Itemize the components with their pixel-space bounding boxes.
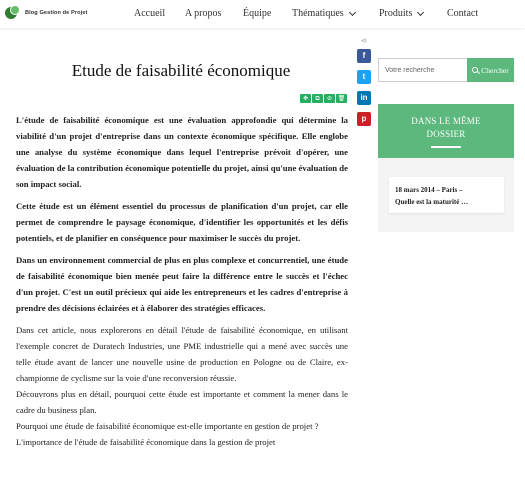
linkedin-share-button[interactable]: in: [357, 91, 371, 105]
search-icon: [472, 67, 478, 73]
search-form: [378, 58, 514, 82]
nav-label: Produits: [379, 8, 413, 19]
related-post-line1: 18 mars 2014 – Paris –: [395, 186, 463, 194]
share-bar: [357, 36, 371, 133]
page-title: Etude de faisabilité économique: [71, 61, 291, 80]
paragraph: Dans un environnement commercial de plus en plus complexe et concurrentiel, une étude de faisabilité économique bien menée peut faire la différence entre le succès et l'échec d'un projet. C'est un outil précieux qui aide les entrepreneurs et les cadres d'entreprise à prendre des décisions éclairées et à élaborer des stratégies efficaces.: [16, 255, 348, 313]
widget-title-line2: DOSSIER: [426, 129, 466, 139]
delete-icon[interactable]: 🗑: [337, 95, 346, 102]
nav-item-contact[interactable]: [447, 8, 478, 19]
pinterest-share-button[interactable]: p: [357, 112, 371, 126]
nav-label: Contact: [447, 8, 479, 19]
logo-text: Blog Gestion de Projet: [25, 10, 88, 16]
nav-label: Thématiques: [292, 8, 344, 19]
share-icon: ⋖: [360, 36, 368, 45]
editor-toolbar: [300, 94, 347, 103]
paragraph: L'étude de faisabilité économique est une évaluation approfondie qui détermine la viabilité d'un projet d'entreprise dans un contexte économique spécifique. Elle englobe une analyse du système économique dans lequel l'entreprise prévoit d'opérer, une évaluation de la contribution économique potentielle du projet, ainsi qu'une évaluation de son impact social.: [16, 115, 348, 189]
nav-label: Équipe: [243, 8, 272, 19]
paragraph: Cette étude est un élément essentiel du processus de planification d'un projet, car elle permet de comprendre le paysage économique, d'identifier les opportunités et les défis potentiels, et de planifier en conséquence pour maximiser le succès du projet.: [16, 201, 348, 243]
search-button[interactable]: [467, 58, 514, 82]
nav-item-a-propos[interactable]: [185, 8, 221, 19]
paragraph: Découvrons plus en détail, pourquoi cette étude est importante et comment la mener dans le cadre du business plan.: [16, 389, 348, 415]
search-button-label: Chercher: [481, 65, 509, 75]
related-post-card[interactable]: [389, 177, 504, 213]
nav-item-thematiques[interactable]: [292, 8, 355, 19]
nav-item-produits[interactable]: [379, 8, 423, 19]
site-header: [0, 0, 525, 28]
link-icon[interactable]: ⊘: [324, 94, 335, 103]
nav-item-equipe[interactable]: [243, 8, 271, 19]
widget-header: [378, 104, 514, 158]
widget-divider: [431, 146, 461, 148]
copy-icon[interactable]: ⧉: [312, 94, 323, 103]
move-icon[interactable]: ✥: [300, 94, 311, 103]
related-posts-widget: [378, 104, 514, 232]
related-post-line2: Quelle est la maturité …: [395, 198, 469, 206]
nav-label: A propos: [185, 8, 222, 19]
paragraph: L'importance de l'étude de faisabilité économique dans la gestion de projet: [16, 437, 276, 447]
main-nav: [0, 8, 525, 22]
nav-item-accueil[interactable]: [134, 8, 165, 19]
paragraph: Dans cet article, nous explorerons en détail l'étude de faisabilité économique, en utilisant l'exemple concret de Duratech Industries, une PME industrielle qui a mené avec succès une telle étude avant de lancer une nouvelle usine de production en Pologne ou de Claire, ex-championne de cyclisme sur la voie d'une reconversion réussie.: [16, 325, 348, 383]
chevron-down-icon: [349, 8, 356, 15]
article-body: [16, 112, 348, 450]
facebook-share-button[interactable]: f: [357, 49, 371, 63]
widget-title-line1: DANS LE MÊME: [411, 116, 481, 126]
chevron-down-icon: [417, 8, 424, 15]
paragraph: Pourquoi une étude de faisabilité économique est-elle importante en gestion de projet ?: [16, 421, 319, 431]
twitter-share-button[interactable]: t: [357, 70, 371, 84]
nav-label: Accueil: [134, 8, 166, 19]
search-input[interactable]: [378, 58, 467, 82]
